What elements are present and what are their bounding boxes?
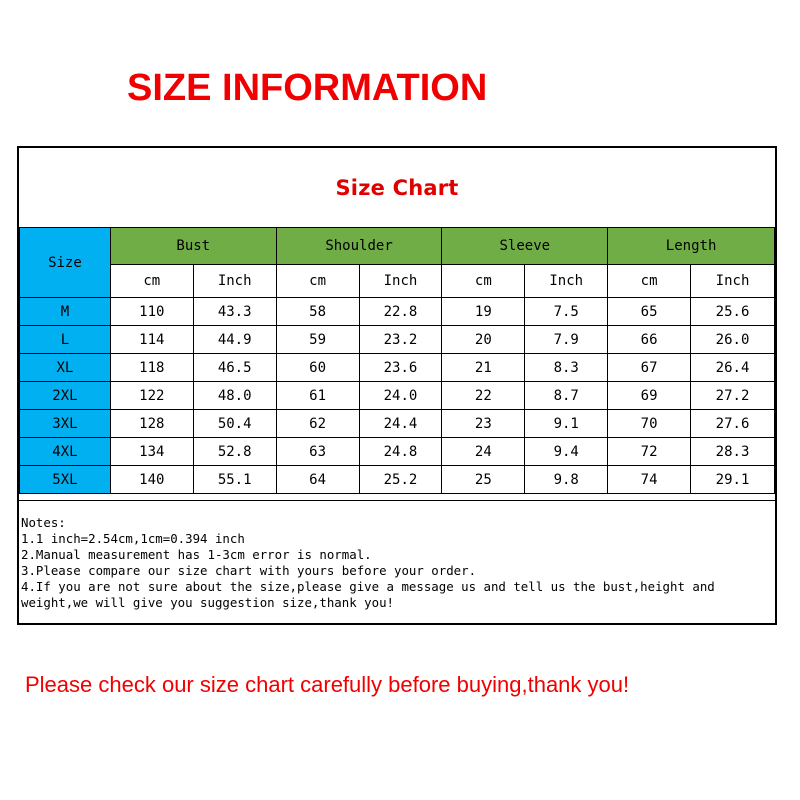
table-cell: 118 [110,354,193,382]
notes-heading: Notes: [21,515,66,530]
table-cell: 43.3 [193,298,276,326]
table-cell: 25 [442,466,525,494]
table-cell: 9.4 [525,438,608,466]
table-cell: 24 [442,438,525,466]
table-cell: 7.9 [525,326,608,354]
page-title: SIZE INFORMATION [127,67,488,109]
table-row [20,326,775,354]
table-cell: 48.0 [193,382,276,410]
table-cell: 60 [276,354,359,382]
group-header-length: Length [608,228,775,265]
table-cell: 25.2 [359,466,442,494]
size-label: L [20,326,111,354]
unit-header: Inch [525,265,608,298]
table-cell: 26.0 [691,326,775,354]
unit-header-row [20,265,775,298]
table-cell: 9.1 [525,410,608,438]
table-cell: 67 [608,354,691,382]
table-cell: 140 [110,466,193,494]
table-cell: 59 [276,326,359,354]
group-header-row [20,228,775,265]
size-label: 2XL [20,382,111,410]
note-item: 3.Please compare our size chart with yours before your order. [21,563,477,578]
table-row [20,298,775,326]
size-table [19,227,775,494]
table-cell: 29.1 [691,466,775,494]
table-row [20,410,775,438]
table-cell: 24.4 [359,410,442,438]
note-item: 2.Manual measurement has 1-3cm error is normal. [21,547,372,562]
note-item: 4.If you are not sure about the size,please give a message us and tell us the bust,height and weight,we will give you suggestion size,thank you! [21,579,715,610]
table-cell: 114 [110,326,193,354]
table-cell: 26.4 [691,354,775,382]
table-cell: 50.4 [193,410,276,438]
note-item: 1.1 inch=2.54cm,1cm=0.394 inch [21,531,245,546]
table-cell: 72 [608,438,691,466]
unit-header: Inch [359,265,442,298]
table-cell: 46.5 [193,354,276,382]
table-cell: 62 [276,410,359,438]
table-cell: 27.2 [691,382,775,410]
notes-section [19,500,775,623]
unit-header: Inch [691,265,775,298]
table-cell: 22 [442,382,525,410]
table-row [20,382,775,410]
table-cell: 134 [110,438,193,466]
table-cell: 28.3 [691,438,775,466]
table-cell: 61 [276,382,359,410]
table-cell: 21 [442,354,525,382]
size-label: 5XL [20,466,111,494]
table-cell: 64 [276,466,359,494]
table-cell: 69 [608,382,691,410]
size-column-header: Size [20,228,111,298]
group-header-sleeve: Sleeve [442,228,608,265]
table-cell: 44.9 [193,326,276,354]
table-cell: 128 [110,410,193,438]
table-cell: 66 [608,326,691,354]
table-cell: 65 [608,298,691,326]
table-cell: 22.8 [359,298,442,326]
size-label: XL [20,354,111,382]
table-cell: 20 [442,326,525,354]
table-row [20,438,775,466]
table-cell: 55.1 [193,466,276,494]
table-cell: 110 [110,298,193,326]
table-cell: 58 [276,298,359,326]
unit-header: cm [608,265,691,298]
size-label: M [20,298,111,326]
group-header-shoulder: Shoulder [276,228,442,265]
size-label: 3XL [20,410,111,438]
table-cell: 24.8 [359,438,442,466]
table-cell: 19 [442,298,525,326]
unit-header: cm [110,265,193,298]
group-header-bust: Bust [110,228,276,265]
table-cell: 9.8 [525,466,608,494]
table-cell: 23 [442,410,525,438]
table-cell: 23.6 [359,354,442,382]
table-row [20,466,775,494]
size-label: 4XL [20,438,111,466]
table-cell: 24.0 [359,382,442,410]
table-cell: 122 [110,382,193,410]
table-row [20,354,775,382]
table-cell: 27.6 [691,410,775,438]
table-cell: 74 [608,466,691,494]
table-cell: 7.5 [525,298,608,326]
table-cell: 70 [608,410,691,438]
size-chart [17,146,777,625]
unit-header: cm [276,265,359,298]
table-cell: 8.7 [525,382,608,410]
unit-header: cm [442,265,525,298]
table-cell: 8.3 [525,354,608,382]
table-cell: 25.6 [691,298,775,326]
unit-header: Inch [193,265,276,298]
table-cell: 52.8 [193,438,276,466]
table-cell: 63 [276,438,359,466]
size-chart-title: Size Chart [335,176,459,200]
footer-message: Please check our size chart carefully before buying,thank you! [25,672,630,697]
table-cell: 23.2 [359,326,442,354]
